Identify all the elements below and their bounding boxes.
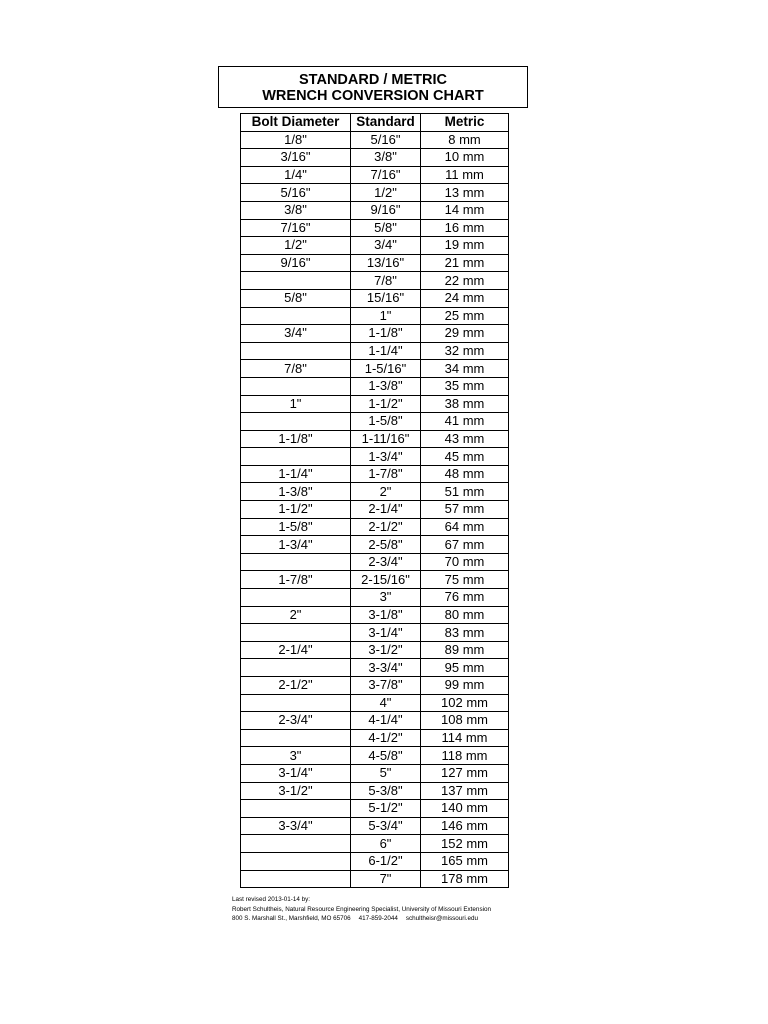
cell-bolt-diameter: 3/4" [241, 325, 351, 343]
cell-bolt-diameter [241, 870, 351, 888]
cell-bolt-diameter: 9/16" [241, 254, 351, 272]
cell-metric: 114 mm [421, 729, 509, 747]
table-row [241, 237, 509, 255]
cell-bolt-diameter [241, 659, 351, 677]
cell-bolt-diameter: 5/16" [241, 184, 351, 202]
cell-metric: 70 mm [421, 553, 509, 571]
cell-metric: 165 mm [421, 852, 509, 870]
table-row [241, 782, 509, 800]
cell-bolt-diameter [241, 272, 351, 290]
table-body [241, 131, 509, 888]
cell-metric: 146 mm [421, 817, 509, 835]
cell-bolt-diameter: 3" [241, 747, 351, 765]
cell-metric: 102 mm [421, 694, 509, 712]
cell-metric: 118 mm [421, 747, 509, 765]
cell-bolt-diameter [241, 589, 351, 607]
table-row [241, 852, 509, 870]
cell-bolt-diameter [241, 852, 351, 870]
cell-standard: 13/16" [351, 254, 421, 272]
cell-metric: 13 mm [421, 184, 509, 202]
table-row [241, 342, 509, 360]
cell-metric: 11 mm [421, 166, 509, 184]
table-row [241, 219, 509, 237]
table-row [241, 800, 509, 818]
footer-credits [232, 895, 491, 924]
footer-email: schultheisr@missouri.edu [405, 915, 479, 922]
table-row [241, 289, 509, 307]
cell-bolt-diameter: 2-3/4" [241, 712, 351, 730]
cell-bolt-diameter: 1/4" [241, 166, 351, 184]
cell-bolt-diameter [241, 835, 351, 853]
table-row [241, 430, 509, 448]
footer-revised: Last revised 2013-01-14 by: [232, 896, 311, 903]
cell-bolt-diameter: 3-1/4" [241, 764, 351, 782]
cell-bolt-diameter: 1-1/4" [241, 465, 351, 483]
cell-standard: 3-1/8" [351, 606, 421, 624]
header-metric: Metric [421, 114, 509, 132]
cell-bolt-diameter: 1/8" [241, 131, 351, 149]
cell-metric: 45 mm [421, 448, 509, 466]
cell-bolt-diameter: 1-5/8" [241, 518, 351, 536]
table-row [241, 184, 509, 202]
cell-metric: 22 mm [421, 272, 509, 290]
cell-bolt-diameter: 1/2" [241, 237, 351, 255]
cell-bolt-diameter: 1-1/2" [241, 501, 351, 519]
cell-standard: 5-1/2" [351, 800, 421, 818]
table-row [241, 166, 509, 184]
cell-standard: 6" [351, 835, 421, 853]
cell-standard: 1-1/2" [351, 395, 421, 413]
cell-standard: 7/8" [351, 272, 421, 290]
table-row [241, 465, 509, 483]
cell-metric: 57 mm [421, 501, 509, 519]
table-row [241, 641, 509, 659]
cell-metric: 21 mm [421, 254, 509, 272]
footer-phone: 417-859-2044 [358, 915, 398, 922]
cell-bolt-diameter: 1" [241, 395, 351, 413]
cell-standard: 6-1/2" [351, 852, 421, 870]
table-row [241, 817, 509, 835]
cell-bolt-diameter: 3/16" [241, 149, 351, 167]
table-row [241, 149, 509, 167]
cell-metric: 10 mm [421, 149, 509, 167]
table-row [241, 553, 509, 571]
cell-bolt-diameter: 5/8" [241, 289, 351, 307]
cell-standard: 5/8" [351, 219, 421, 237]
cell-metric: 76 mm [421, 589, 509, 607]
table-row [241, 606, 509, 624]
cell-metric: 75 mm [421, 571, 509, 589]
cell-bolt-diameter [241, 342, 351, 360]
conversion-table [240, 113, 509, 888]
cell-standard: 9/16" [351, 201, 421, 219]
cell-standard: 2-15/16" [351, 571, 421, 589]
cell-standard: 3-3/4" [351, 659, 421, 677]
cell-standard: 2-3/4" [351, 553, 421, 571]
cell-metric: 8 mm [421, 131, 509, 149]
cell-metric: 178 mm [421, 870, 509, 888]
cell-bolt-diameter: 2-1/4" [241, 641, 351, 659]
header-bolt-diameter: Bolt Diameter [241, 114, 351, 132]
cell-standard: 1-5/8" [351, 413, 421, 431]
table-row [241, 307, 509, 325]
cell-metric: 108 mm [421, 712, 509, 730]
cell-bolt-diameter: 2" [241, 606, 351, 624]
table-row [241, 624, 509, 642]
cell-standard: 4" [351, 694, 421, 712]
table-row [241, 870, 509, 888]
cell-bolt-diameter: 3/8" [241, 201, 351, 219]
cell-bolt-diameter: 1-7/8" [241, 571, 351, 589]
cell-bolt-diameter [241, 448, 351, 466]
cell-metric: 152 mm [421, 835, 509, 853]
cell-bolt-diameter: 7/8" [241, 360, 351, 378]
cell-metric: 140 mm [421, 800, 509, 818]
table-row [241, 325, 509, 343]
cell-metric: 41 mm [421, 413, 509, 431]
cell-metric: 25 mm [421, 307, 509, 325]
cell-standard: 1-5/16" [351, 360, 421, 378]
cell-standard: 3/4" [351, 237, 421, 255]
cell-bolt-diameter [241, 377, 351, 395]
title-line-1: STANDARD / METRIC [299, 72, 447, 88]
cell-metric: 51 mm [421, 483, 509, 501]
cell-bolt-diameter: 1-3/4" [241, 536, 351, 554]
cell-standard: 2" [351, 483, 421, 501]
cell-metric: 16 mm [421, 219, 509, 237]
cell-standard: 3/8" [351, 149, 421, 167]
table-row [241, 835, 509, 853]
cell-standard: 1-7/8" [351, 465, 421, 483]
cell-standard: 15/16" [351, 289, 421, 307]
table-row [241, 747, 509, 765]
cell-metric: 14 mm [421, 201, 509, 219]
cell-standard: 5-3/4" [351, 817, 421, 835]
table-row [241, 483, 509, 501]
cell-standard: 7/16" [351, 166, 421, 184]
cell-standard: 1-3/4" [351, 448, 421, 466]
table-row [241, 395, 509, 413]
cell-bolt-diameter [241, 413, 351, 431]
cell-metric: 32 mm [421, 342, 509, 360]
table-row [241, 501, 509, 519]
cell-bolt-diameter: 1-1/8" [241, 430, 351, 448]
table-row [241, 536, 509, 554]
cell-metric: 29 mm [421, 325, 509, 343]
cell-metric: 35 mm [421, 377, 509, 395]
title-line-2: WRENCH CONVERSION CHART [262, 88, 484, 104]
cell-metric: 83 mm [421, 624, 509, 642]
table-row [241, 694, 509, 712]
cell-metric: 38 mm [421, 395, 509, 413]
footer-contact [232, 914, 491, 924]
cell-bolt-diameter [241, 729, 351, 747]
cell-standard: 4-1/4" [351, 712, 421, 730]
cell-metric: 99 mm [421, 677, 509, 695]
cell-bolt-diameter: 7/16" [241, 219, 351, 237]
cell-bolt-diameter [241, 694, 351, 712]
table-row [241, 729, 509, 747]
cell-metric: 48 mm [421, 465, 509, 483]
chart-title [218, 66, 528, 108]
cell-bolt-diameter [241, 553, 351, 571]
cell-standard: 1-3/8" [351, 377, 421, 395]
cell-standard: 5" [351, 764, 421, 782]
cell-standard: 1-11/16" [351, 430, 421, 448]
table-row [241, 677, 509, 695]
cell-standard: 3-1/2" [351, 641, 421, 659]
cell-metric: 19 mm [421, 237, 509, 255]
table-row [241, 272, 509, 290]
table-row [241, 659, 509, 677]
cell-metric: 127 mm [421, 764, 509, 782]
table-row [241, 764, 509, 782]
cell-metric: 34 mm [421, 360, 509, 378]
cell-standard: 2-1/4" [351, 501, 421, 519]
footer-author: Robert Schultheis, Natural Resource Engineering Specialist, University of Missouri Extension [232, 905, 491, 913]
cell-standard: 7" [351, 870, 421, 888]
table-row [241, 201, 509, 219]
cell-bolt-diameter: 1-3/8" [241, 483, 351, 501]
cell-metric: 43 mm [421, 430, 509, 448]
cell-standard: 1-1/4" [351, 342, 421, 360]
cell-standard: 3" [351, 589, 421, 607]
table-row [241, 571, 509, 589]
table-row [241, 377, 509, 395]
cell-metric: 64 mm [421, 518, 509, 536]
cell-standard: 4-1/2" [351, 729, 421, 747]
cell-standard: 1/2" [351, 184, 421, 202]
cell-standard: 3-7/8" [351, 677, 421, 695]
cell-metric: 80 mm [421, 606, 509, 624]
table-row [241, 518, 509, 536]
cell-metric: 137 mm [421, 782, 509, 800]
table-row [241, 254, 509, 272]
table-row [241, 131, 509, 149]
cell-standard: 1-1/8" [351, 325, 421, 343]
table-row [241, 589, 509, 607]
cell-bolt-diameter: 3-1/2" [241, 782, 351, 800]
cell-bolt-diameter: 3-3/4" [241, 817, 351, 835]
cell-metric: 95 mm [421, 659, 509, 677]
cell-standard: 5/16" [351, 131, 421, 149]
cell-standard: 1" [351, 307, 421, 325]
table-header-row [241, 114, 509, 132]
cell-metric: 67 mm [421, 536, 509, 554]
table-row [241, 360, 509, 378]
cell-bolt-diameter [241, 307, 351, 325]
cell-bolt-diameter: 2-1/2" [241, 677, 351, 695]
cell-metric: 89 mm [421, 641, 509, 659]
cell-standard: 2-5/8" [351, 536, 421, 554]
table-row [241, 712, 509, 730]
cell-standard: 4-5/8" [351, 747, 421, 765]
table-row [241, 448, 509, 466]
header-standard: Standard [351, 114, 421, 132]
table-row [241, 413, 509, 431]
cell-standard: 5-3/8" [351, 782, 421, 800]
cell-standard: 3-1/4" [351, 624, 421, 642]
cell-standard: 2-1/2" [351, 518, 421, 536]
cell-metric: 24 mm [421, 289, 509, 307]
cell-bolt-diameter [241, 624, 351, 642]
footer-address: 800 S. Marshall St., Marshfield, MO 65706 [232, 915, 351, 922]
cell-bolt-diameter [241, 800, 351, 818]
